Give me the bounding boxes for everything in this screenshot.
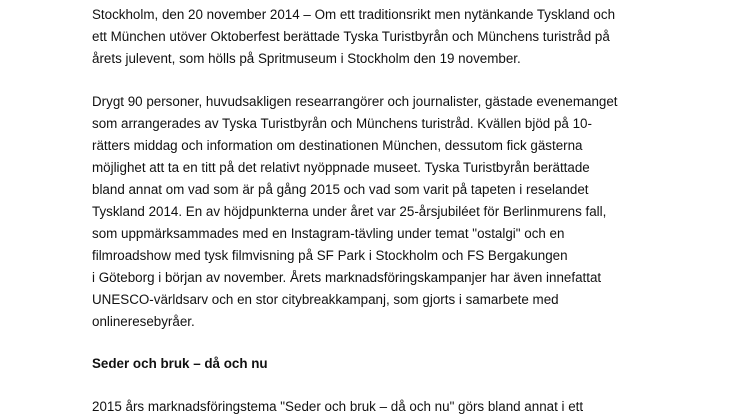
text-line: Drygt 90 personer, huvudsakligen researrangörer och journalister, gästade evenemanget — [92, 94, 618, 109]
text-line: 2015 års marknadsföringstema "Seder och bruk – då och nu" görs bland annat i ett — [92, 399, 584, 414]
section-heading: Seder och bruk – då och nu — [92, 356, 268, 371]
text-line: som uppmärksammades med en Instagram-tävling under temat "ostalgi" och en — [92, 226, 565, 241]
text-line: rätters middag och information om destinationen München, dessutom fick gästerna — [92, 138, 583, 153]
text-line: möjlighet att ta en titt på det relativt nyöppnade museet. Tyska Turistbyrån berättade — [92, 160, 590, 175]
text-line: Stockholm, den 20 november 2014 – Om ett traditionsrikt men nytänkande Tyskland och — [92, 7, 616, 22]
text-line: Tyskland 2014. En av höjdpunkterna under året var 25-årsjubiléet för Berlinmurens fall, — [92, 204, 607, 219]
text-line: i Göteborg i början av november. Årets marknadsföringskampanjer har även innefattat — [92, 270, 602, 285]
text-line: årets julevent, som hölls på Spritmuseum i Stockholm den 19 november. — [92, 51, 521, 66]
text-line: bland annat om vad som är på gång 2015 och vad som varit på tapeten i reselandet — [92, 182, 589, 197]
text-line: filmroadshow med tysk filmvisning på SF Park i Stockholm och FS Bergakungen — [92, 248, 568, 263]
text-line: onlineresebyråer. — [92, 314, 195, 329]
text-line: som arrangerades av Tyska Turistbyrån och Münchens turistråd. Kvällen bjöd på 10- — [92, 116, 592, 131]
text-line: UNESCO-världsarv och en stor citybreakkampanj, som gjorts i samarbete med — [92, 292, 559, 307]
text-line: ett München utöver Oktoberfest berättade Tyska Turistbyrån och Münchens turistråd på — [92, 29, 610, 44]
